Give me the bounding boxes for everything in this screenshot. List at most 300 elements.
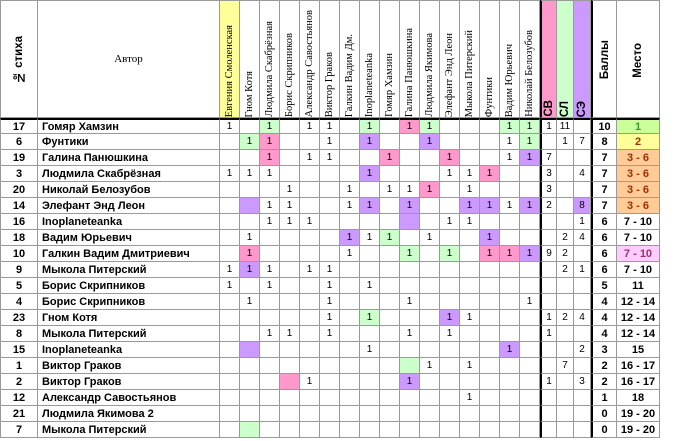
score-cell [500, 326, 520, 342]
score-cell [360, 262, 380, 278]
score-cell-text: 1 [406, 327, 413, 339]
score-cell [240, 246, 260, 262]
row-points-text: 6 [601, 231, 608, 244]
score-cell [500, 246, 520, 262]
score-cell-text: 1 [266, 151, 273, 163]
score-cell [460, 118, 480, 134]
score-cell-text: 1 [366, 311, 373, 323]
score-cell [380, 214, 400, 230]
row-points-text: 6 [601, 247, 608, 260]
score-cell [360, 374, 380, 390]
score-cell [300, 118, 320, 134]
header-judge-2-text: Людмила Скабрёзная [263, 21, 275, 117]
row-author [38, 262, 220, 278]
score-cell [440, 198, 460, 214]
score-cell [280, 246, 300, 262]
row-points [591, 278, 617, 294]
score-cell [280, 390, 300, 406]
score-cell [440, 294, 460, 310]
score-cell-text: 1 [326, 263, 333, 275]
row-place [617, 198, 660, 214]
row-num-text: 4 [15, 295, 23, 308]
score-cell [340, 150, 360, 166]
score-cell [360, 166, 380, 182]
score-cell-text: 1 [386, 183, 393, 195]
score-cell-text: 1 [286, 183, 293, 195]
score-cell [320, 358, 340, 374]
header-points [591, 0, 617, 118]
score-cell-text: 4 [579, 231, 585, 243]
score-cell [480, 390, 500, 406]
score-cell [340, 182, 360, 198]
row-author [38, 134, 220, 150]
row-points-text: 4 [601, 327, 608, 340]
score-cell [440, 422, 460, 438]
score-cell-text: 1 [466, 183, 473, 195]
row-place-text: 1 [634, 120, 642, 133]
score-cell [557, 118, 574, 134]
score-cell [380, 278, 400, 294]
score-cell-text: 1 [466, 215, 473, 227]
score-cell [460, 358, 480, 374]
score-cell [260, 262, 280, 278]
score-cell [360, 390, 380, 406]
row-points [591, 310, 617, 326]
score-cell-text: 1 [426, 183, 433, 195]
row-place [617, 134, 660, 150]
score-cell [340, 118, 360, 134]
score-cell [440, 182, 460, 198]
row-author [38, 326, 220, 342]
score-cell [280, 326, 300, 342]
score-cell [220, 406, 240, 422]
score-cell [440, 262, 460, 278]
score-cell [340, 422, 360, 438]
score-cell [240, 182, 260, 198]
score-cell [260, 278, 280, 294]
score-cell [220, 278, 240, 294]
row-num [0, 134, 38, 150]
score-cell-text: 1 [306, 375, 313, 387]
score-cell-text: 1 [406, 183, 413, 195]
score-cell [460, 342, 480, 358]
row-points-text: 6 [601, 263, 608, 276]
score-cell [400, 422, 420, 438]
row-place [617, 310, 660, 326]
score-cell-text: 1 [546, 120, 552, 132]
score-cell [574, 214, 591, 230]
row-num-text: 23 [12, 311, 26, 324]
score-cell [220, 246, 240, 262]
score-cell [460, 278, 480, 294]
row-author-text: Борис Скрипников [42, 279, 146, 292]
row-points-text: 6 [601, 215, 608, 228]
score-cell [460, 262, 480, 278]
row-place [617, 422, 660, 438]
score-cell-text: 1 [526, 120, 533, 132]
header-judge-15-text: Николай Белозубов [523, 30, 535, 117]
score-cell [320, 230, 340, 246]
score-cell [400, 166, 420, 182]
score-cell [460, 390, 480, 406]
row-points [591, 118, 617, 134]
score-cell [420, 134, 440, 150]
score-cell [500, 166, 520, 182]
score-cell [557, 406, 574, 422]
row-place-text: 12 - 14 [620, 311, 656, 324]
row-points-text: 4 [601, 295, 608, 308]
score-cell [360, 422, 380, 438]
score-cell [240, 374, 260, 390]
score-cell-text: 1 [486, 199, 493, 211]
header-judge-6 [340, 0, 360, 118]
score-cell-text: 1 [406, 375, 413, 387]
score-cell-text: 1 [526, 135, 533, 147]
header-place [617, 0, 660, 118]
row-author [38, 278, 220, 294]
score-cell [500, 294, 520, 310]
header-judge-16 [540, 0, 557, 118]
score-cell-text: 1 [266, 167, 273, 179]
row-place [617, 342, 660, 358]
score-cell [574, 182, 591, 198]
score-cell [500, 198, 520, 214]
score-cell [540, 294, 557, 310]
score-cell [400, 246, 420, 262]
score-cell-text: 1 [266, 199, 273, 211]
score-cell [420, 150, 440, 166]
score-cell [360, 182, 380, 198]
score-cell [420, 182, 440, 198]
score-cell [440, 278, 460, 294]
row-author-text: Гном Котя [42, 311, 98, 324]
row-num [0, 342, 38, 358]
header-judge-17 [557, 0, 574, 118]
score-cell [540, 134, 557, 150]
row-num-text: 19 [12, 151, 26, 164]
score-cell [520, 278, 540, 294]
score-cell-text: 1 [426, 359, 433, 371]
score-cell-text: 1 [426, 120, 433, 132]
score-cell [360, 134, 380, 150]
score-cell [300, 166, 320, 182]
score-cell-text: 1 [406, 247, 413, 259]
score-cell [480, 182, 500, 198]
score-cell [557, 374, 574, 390]
score-cell [400, 150, 420, 166]
score-cell [540, 406, 557, 422]
row-num-text: 10 [12, 247, 26, 260]
score-cell-text: 1 [346, 183, 353, 195]
header-judge-18-text: СЭ [576, 100, 588, 117]
score-cell-text: 1 [446, 327, 453, 339]
score-cell-text: 1 [446, 151, 453, 163]
header-judge-12-text: Мыкола Питерский [463, 29, 475, 117]
row-place-text: 18 [631, 391, 645, 404]
score-cell [220, 326, 240, 342]
score-cell [400, 230, 420, 246]
score-cell [220, 310, 240, 326]
score-cell-text: 2 [562, 263, 568, 275]
score-cell [340, 134, 360, 150]
score-cell-text: 1 [406, 120, 413, 132]
header-points-text: Баллы [598, 40, 611, 80]
row-place [617, 150, 660, 166]
score-cell [400, 326, 420, 342]
header-judge-5 [320, 0, 340, 118]
score-cell [260, 406, 280, 422]
row-points [591, 134, 617, 150]
score-cell [557, 150, 574, 166]
score-cell [240, 134, 260, 150]
score-cell [260, 230, 280, 246]
score-cell [520, 262, 540, 278]
score-cell [557, 198, 574, 214]
score-cell [360, 310, 380, 326]
score-cell [440, 406, 460, 422]
score-cell [540, 262, 557, 278]
header-judge-0-text: Евгения Смоленская [223, 24, 235, 117]
score-cell [320, 118, 340, 134]
row-num [0, 406, 38, 422]
score-cell [480, 134, 500, 150]
score-cell [240, 118, 260, 134]
score-cell [460, 230, 480, 246]
row-place-text: 3 - 6 [626, 199, 649, 212]
score-cell [240, 262, 260, 278]
row-place [617, 118, 660, 134]
row-num-text: 14 [12, 199, 26, 212]
score-cell [300, 278, 320, 294]
score-cell [480, 118, 500, 134]
score-cell [400, 294, 420, 310]
score-cell [220, 150, 240, 166]
score-cell [557, 358, 574, 374]
row-points-text: 4 [601, 311, 608, 324]
score-cell [340, 214, 360, 230]
row-author-text: Мыкола Питерский [42, 423, 147, 436]
score-cell-text: 1 [486, 167, 493, 179]
score-cell [220, 374, 240, 390]
header-judge-12 [460, 0, 480, 118]
row-author-text: Александр Савостьянов [42, 391, 177, 404]
row-points-text: 10 [598, 120, 611, 133]
score-cell [220, 134, 240, 150]
score-cell-text: 1 [326, 151, 333, 163]
score-cell [400, 390, 420, 406]
row-num-text: 6 [15, 135, 23, 148]
header-judge-10 [420, 0, 440, 118]
score-cell [574, 166, 591, 182]
score-cell [520, 118, 540, 134]
score-cell [220, 358, 240, 374]
score-cell [480, 214, 500, 230]
score-cell [260, 326, 280, 342]
row-num [0, 358, 38, 374]
row-author-text: Виктор Граков [42, 375, 122, 388]
score-cell [480, 342, 500, 358]
row-num-text: 1 [15, 359, 23, 372]
score-cell [574, 422, 591, 438]
row-num [0, 278, 38, 294]
row-author-text: Inoplaneteanka [42, 215, 123, 228]
row-place [617, 374, 660, 390]
score-cell [460, 310, 480, 326]
score-cell [520, 246, 540, 262]
score-cell-text: 1 [326, 279, 333, 291]
score-cell [574, 294, 591, 310]
score-cell [400, 358, 420, 374]
score-cell [460, 166, 480, 182]
row-author-text: Элефант Энд Леон [42, 199, 146, 212]
score-cell [520, 374, 540, 390]
score-cell [540, 390, 557, 406]
score-cell [574, 278, 591, 294]
score-cell [300, 358, 320, 374]
header-judge-0 [220, 0, 240, 118]
score-cell [420, 294, 440, 310]
score-cell [260, 374, 280, 390]
row-author [38, 358, 220, 374]
score-cell [574, 406, 591, 422]
score-cell-text: 4 [579, 167, 585, 179]
score-cell [320, 262, 340, 278]
row-points [591, 294, 617, 310]
score-cell [520, 422, 540, 438]
score-cell [520, 342, 540, 358]
score-cell-text: 7 [562, 359, 568, 371]
score-cell-text: 1 [466, 167, 473, 179]
score-cell [260, 294, 280, 310]
row-place [617, 230, 660, 246]
score-cell [557, 134, 574, 150]
score-cell-text: 1 [366, 231, 373, 243]
row-num-text: 8 [15, 327, 23, 340]
row-author-text: Мыкола Питерский [42, 327, 147, 340]
score-cell-text: 1 [406, 295, 413, 307]
header-judge-5-text: Виктор Граков [323, 51, 335, 117]
row-place [617, 278, 660, 294]
score-cell-text: 1 [346, 199, 353, 211]
score-cell-text: 1 [306, 215, 313, 227]
score-cell [460, 326, 480, 342]
row-points-text: 8 [601, 135, 608, 148]
score-cell [400, 262, 420, 278]
header-judge-8 [380, 0, 400, 118]
row-place-text: 7 - 10 [623, 215, 653, 228]
score-cell-text: 1 [486, 231, 493, 243]
score-cell [340, 326, 360, 342]
score-cell [380, 310, 400, 326]
score-cell [360, 406, 380, 422]
score-cell [574, 326, 591, 342]
score-cell [420, 326, 440, 342]
row-place-text: 3 - 6 [626, 167, 649, 180]
score-cell-text: 1 [226, 279, 233, 291]
row-num-text: 12 [12, 391, 26, 404]
score-cell [500, 422, 520, 438]
score-cell [380, 326, 400, 342]
score-cell [500, 230, 520, 246]
row-points-text: 0 [601, 407, 608, 420]
score-cell [240, 422, 260, 438]
row-points [591, 182, 617, 198]
score-cell [420, 374, 440, 390]
score-cell-text: 1 [506, 343, 513, 355]
score-cell-text: 1 [579, 263, 585, 275]
score-cell [520, 134, 540, 150]
row-points [591, 422, 617, 438]
score-cell [420, 214, 440, 230]
score-cell [540, 214, 557, 230]
header-judge-1-text: Гном Котя [243, 70, 255, 117]
score-cell-text: 1 [246, 295, 253, 307]
score-cell [260, 358, 280, 374]
score-cell [320, 342, 340, 358]
score-cell [320, 246, 340, 262]
score-cell [220, 198, 240, 214]
score-cell [220, 118, 240, 134]
score-cell [360, 230, 380, 246]
score-cell [340, 374, 360, 390]
score-cell-text: 1 [266, 263, 273, 275]
row-place-text: 19 - 20 [620, 407, 656, 420]
row-author [38, 294, 220, 310]
score-cell [480, 246, 500, 262]
row-points [591, 374, 617, 390]
score-cell [320, 182, 340, 198]
score-cell [460, 422, 480, 438]
header-judge-6-text: Галкин Вадим Дм. [343, 33, 355, 117]
score-cell-text: 1 [546, 311, 552, 323]
score-cell [260, 214, 280, 230]
score-cell [380, 406, 400, 422]
score-cell [220, 230, 240, 246]
score-cell [420, 310, 440, 326]
score-cell-text: 1 [366, 135, 373, 147]
score-cell [557, 182, 574, 198]
row-author [38, 214, 220, 230]
score-cell [340, 390, 360, 406]
header-judge-11-text: Элефант Энд Леон [443, 32, 455, 117]
score-cell [540, 326, 557, 342]
score-cell [520, 214, 540, 230]
score-cell [280, 150, 300, 166]
score-cell [320, 198, 340, 214]
score-cell-text: 1 [486, 247, 493, 259]
score-cell [380, 294, 400, 310]
row-points-text: 2 [601, 359, 608, 372]
score-cell-text: 1 [266, 215, 273, 227]
score-cell [360, 326, 380, 342]
header-num [0, 0, 38, 118]
row-place [617, 390, 660, 406]
header-judge-4-text: Александр Савостьянов [303, 9, 315, 117]
score-cell-text: 1 [226, 263, 233, 275]
score-cell-text: 1 [246, 231, 253, 243]
score-cell-text: 1 [366, 120, 373, 132]
row-place-text: 15 [631, 343, 645, 356]
score-cell-text: 1 [346, 231, 353, 243]
score-cell [340, 406, 360, 422]
score-cell-text: 2 [579, 343, 585, 355]
score-cell-text: 1 [266, 279, 273, 291]
row-points-text: 0 [601, 423, 608, 436]
score-cell [220, 182, 240, 198]
score-cell [280, 214, 300, 230]
score-cell [440, 118, 460, 134]
score-cell [480, 374, 500, 390]
